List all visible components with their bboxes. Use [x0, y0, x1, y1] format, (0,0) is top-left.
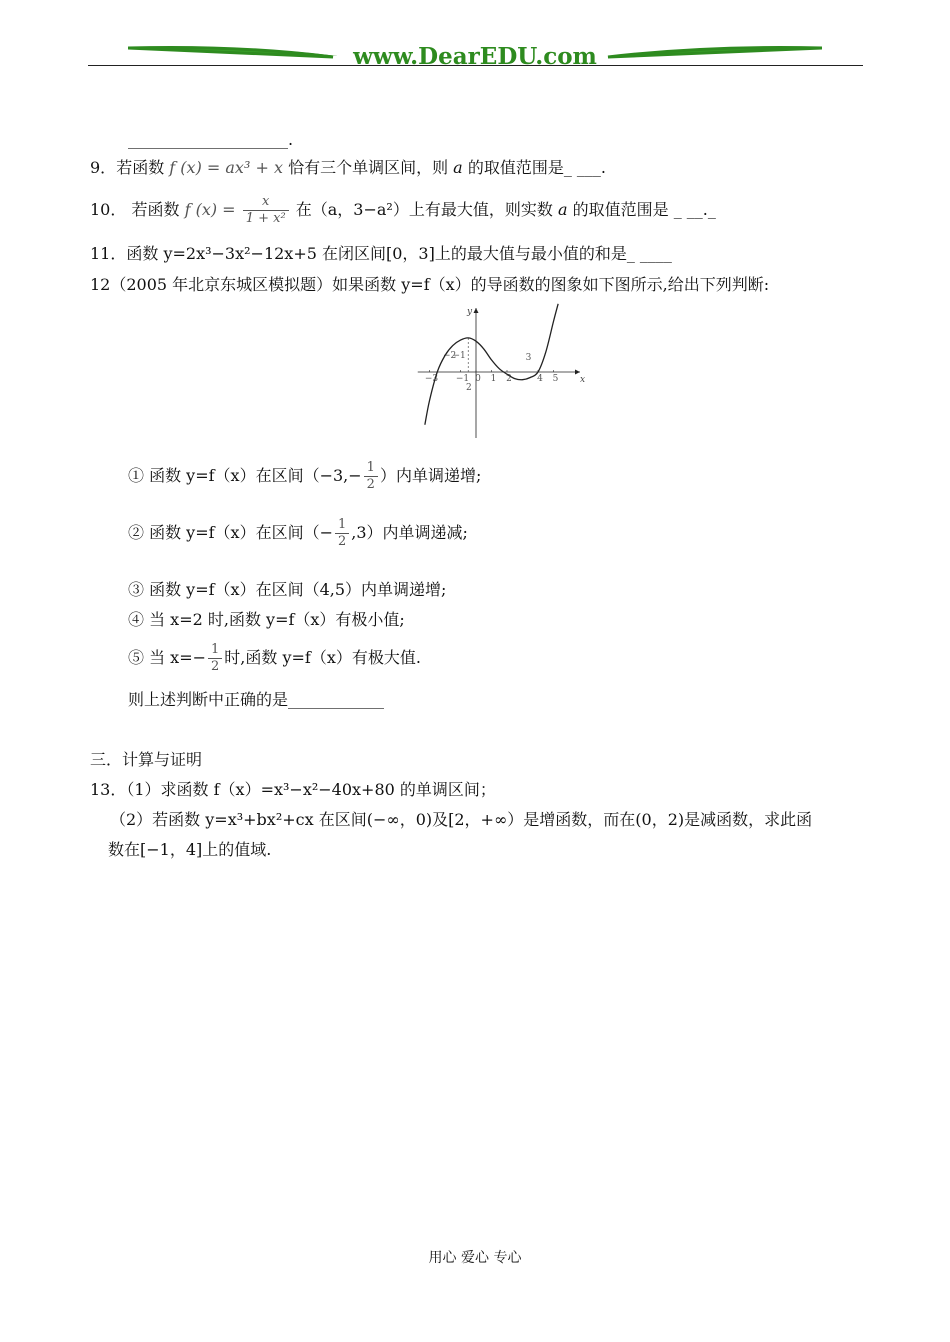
question-9	[90, 158, 606, 178]
judgment-fraction	[364, 460, 378, 493]
x-tick-label: 0	[475, 374, 481, 384]
dearedu-logo	[128, 40, 822, 74]
judgment-fraction	[208, 642, 222, 675]
judgment-text: ⑤ 当 x=−	[128, 648, 207, 667]
q10-frac-den: 1 + x²	[245, 211, 286, 226]
judgment-text: ③ 函数 y=f（x）在区间（4,5）内单调递增;	[128, 580, 447, 599]
derivative-graph	[398, 300, 588, 440]
x-tick-label: 4	[537, 374, 543, 384]
q10-post2: 的取值范围是	[572, 200, 669, 219]
fraction-numerator: 1	[364, 460, 378, 477]
q9-pre: 若函数	[116, 158, 165, 177]
q9-var: a	[453, 158, 463, 177]
x-tick-label: 1	[490, 374, 497, 384]
fraction-denominator: 2	[211, 659, 220, 674]
annotation-label: −1	[452, 351, 466, 361]
q10-frac-num: x	[243, 194, 289, 211]
judgment-item	[128, 456, 481, 496]
q10-var: a	[557, 200, 568, 219]
fraction-denominator: 2	[366, 477, 375, 492]
judgment-item	[128, 513, 468, 553]
q10-lhs: f (x) =	[184, 200, 236, 219]
x-arrow	[575, 370, 580, 375]
y-axis-label: y	[467, 307, 473, 317]
header-rule	[88, 65, 863, 66]
judgment-text-tail: ）内单调递增;	[379, 466, 482, 485]
x-tick-label: −1	[455, 374, 470, 384]
q10-number: 10．	[90, 200, 127, 219]
q9-blank: _ ___.	[563, 158, 606, 177]
fraction-numerator: 1	[335, 517, 349, 534]
judgment-text-tail: ,3）内单调递减;	[351, 523, 468, 542]
fraction-denominator: 2	[337, 534, 347, 549]
question-12: 12（2005 年北京东城区模拟题）如果函数 y=f（x）的导函数的图象如下图所示,给出下列判断:	[90, 275, 770, 294]
question-11	[90, 244, 672, 264]
q8-answer-blank: ____________________.	[128, 130, 294, 149]
question-10	[90, 190, 716, 230]
q10-post: 在（a，3−a²）上有最大值，则实数	[295, 200, 553, 219]
q9-post: 恰有三个单调区间，则	[288, 158, 449, 177]
q11-text: 11．函数 y=2x³−3x²−12x+5 在闭区间[0，3]上的最大值与最小值的和是	[90, 244, 627, 263]
q9-number: 9．	[90, 158, 117, 177]
judgment-item	[128, 638, 421, 678]
x-tick-label: 5	[552, 374, 559, 384]
judgment-fraction	[335, 517, 349, 550]
q9-post2: 的取值范围是	[467, 158, 564, 177]
judgment-text: ② 函数 y=f（x）在区间（−	[128, 523, 333, 542]
judgment-text: ④ 当 x=2 时,函数 y=f（x）有极小值;	[128, 610, 405, 629]
question-13-part1: 13．（1）求函数 f（x）=x³−x²−40x+80 的单调区间；	[90, 780, 496, 799]
question-13-part2-line2: 数在[−1，4]上的值域.	[108, 840, 272, 859]
derivative-curve	[425, 304, 558, 425]
annotation-label: −2	[443, 351, 457, 361]
x-tick-label: −3	[424, 374, 439, 384]
conclusion-line: 则上述判断中正确的是____________	[128, 690, 385, 709]
question-13-part2-line1: （2）若函数 y=x³+bx²+cx 在区间(−∞，0)及[2，+∞）是增函数，而在(0，2)是减函数，求此函	[110, 810, 813, 829]
x-tick-label: 2	[506, 374, 512, 384]
judgment-text: ① 函数 y=f（x）在区间（−3,−	[128, 466, 362, 485]
y-arrow	[474, 308, 479, 313]
annotation-label: 2	[466, 383, 472, 393]
judgment-item	[128, 600, 405, 640]
q11-blank: _ ____	[626, 244, 672, 263]
section-3-heading: 三．计算与证明	[90, 750, 203, 769]
x-axis-label: x	[580, 375, 586, 385]
q10-fraction	[243, 194, 289, 227]
logo-text: www.DearEDU.com	[353, 43, 597, 70]
page-footer: 用心 爱心 专心	[428, 1250, 522, 1266]
judgment-text-tail: 时,函数 y=f（x）有极大值.	[224, 648, 421, 667]
q10-pre: 若函数	[131, 200, 180, 219]
fraction-numerator: 1	[208, 642, 222, 659]
q9-formula: f (x) = ax³ + x	[169, 158, 283, 177]
q10-blank: _ __._	[673, 200, 716, 219]
annotation-label: 3	[525, 353, 532, 363]
